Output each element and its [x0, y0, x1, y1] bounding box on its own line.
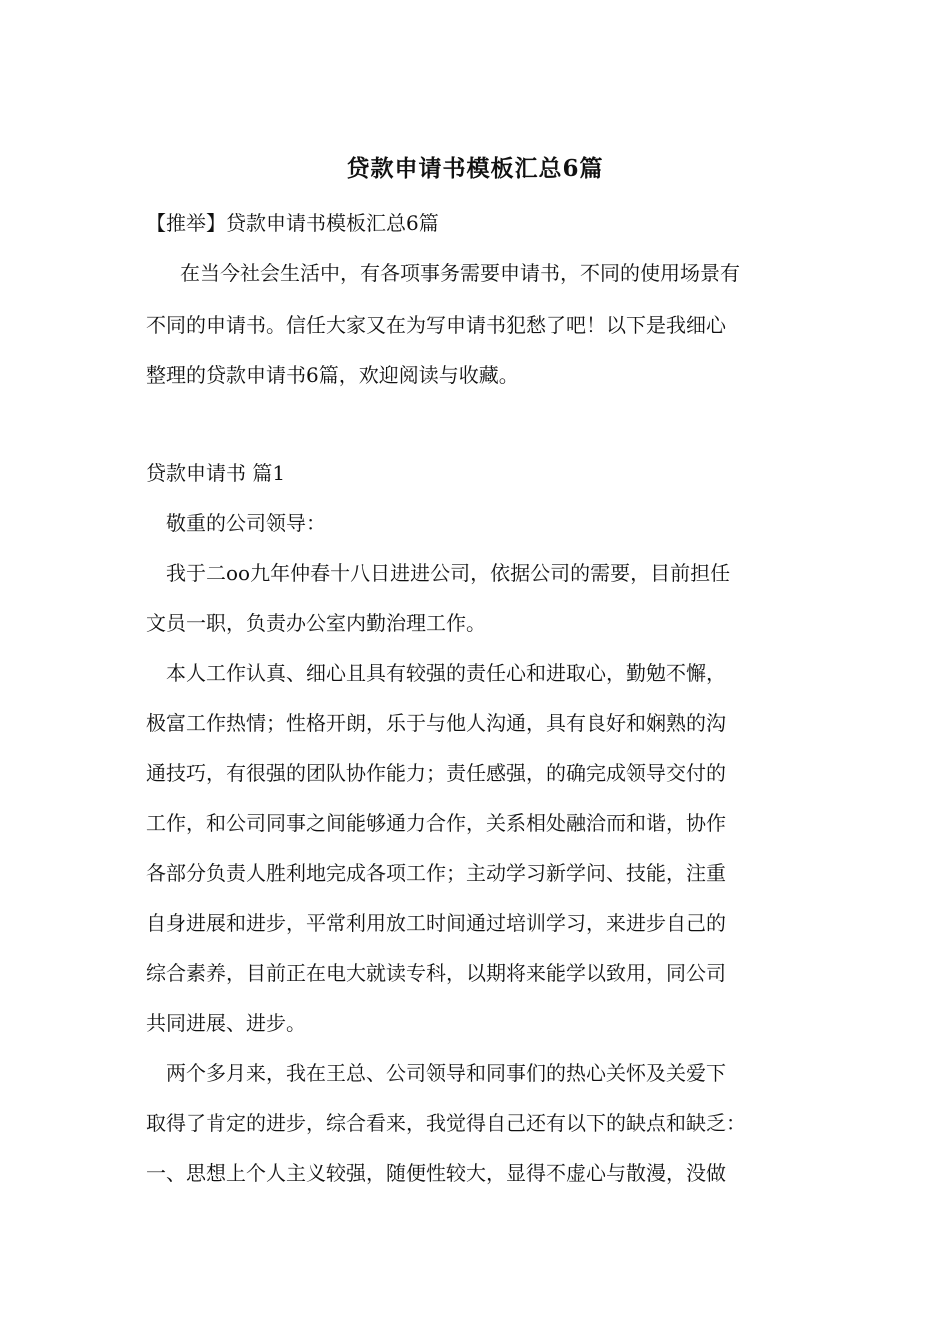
document-title: 贷款申请书模板汇总6篇: [346, 155, 604, 182]
body-line-12: 取得了肯定的进步，综合看来，我觉得自己还有以下的缺点和缺乏：: [146, 1111, 746, 1135]
body-line-7: 各部分负责人胜利地完成各项工作；主动学习新学问、技能，注重: [146, 861, 726, 885]
body-line-8: 自身进展和进步，平常利用放工时间通过培训学习，来进步自己的: [146, 911, 726, 935]
body-line-9: 综合素养，目前正在电大就读专科，以期将来能学以致用，同公司: [146, 961, 726, 985]
body-line-1: 我于二oo九年仲春十八日进进公司，依据公司的需要，目前担任: [166, 561, 731, 585]
body-line-3: 本人工作认真、细心且具有较强的责任心和进取心，勤勉不懈，: [166, 661, 726, 685]
subtitle: 【推举】贷款申请书模板汇总6篇: [146, 211, 439, 235]
intro-line-2: 不同的申请书。信任大家又在为写申请书犯愁了吧！以下是我细心: [146, 313, 726, 337]
body-line-2: 文员一职，负责办公室内勤治理工作。: [146, 611, 486, 635]
body-line-4: 极富工作热情；性格开朗，乐于与他人沟通，具有良好和娴熟的沟: [146, 711, 726, 735]
intro-line-3: 整理的贷款申请书6篇，欢迎阅读与收藏。: [146, 363, 519, 387]
intro-line-1: 在当今社会生活中，有各项事务需要申请书，不同的使用场景有: [180, 261, 740, 285]
body-line-13: 一、思想上个人主义较强，随便性较大，显得不虚心与散漫，没做: [146, 1161, 726, 1185]
body-line-10: 共同进展、进步。: [146, 1011, 306, 1035]
body-line-11: 两个多月来，我在王总、公司领导和同事们的热心关怀及关爱下: [166, 1061, 726, 1085]
body-line-5: 通技巧，有很强的团队协作能力；责任感强，的确完成领导交付的: [146, 761, 726, 785]
salutation: 敬重的公司领导：: [166, 511, 326, 535]
section-heading: 贷款申请书 篇1: [146, 461, 286, 485]
body-line-6: 工作，和公司同事之间能够通力合作，关系相处融洽而和谐，协作: [146, 811, 726, 835]
